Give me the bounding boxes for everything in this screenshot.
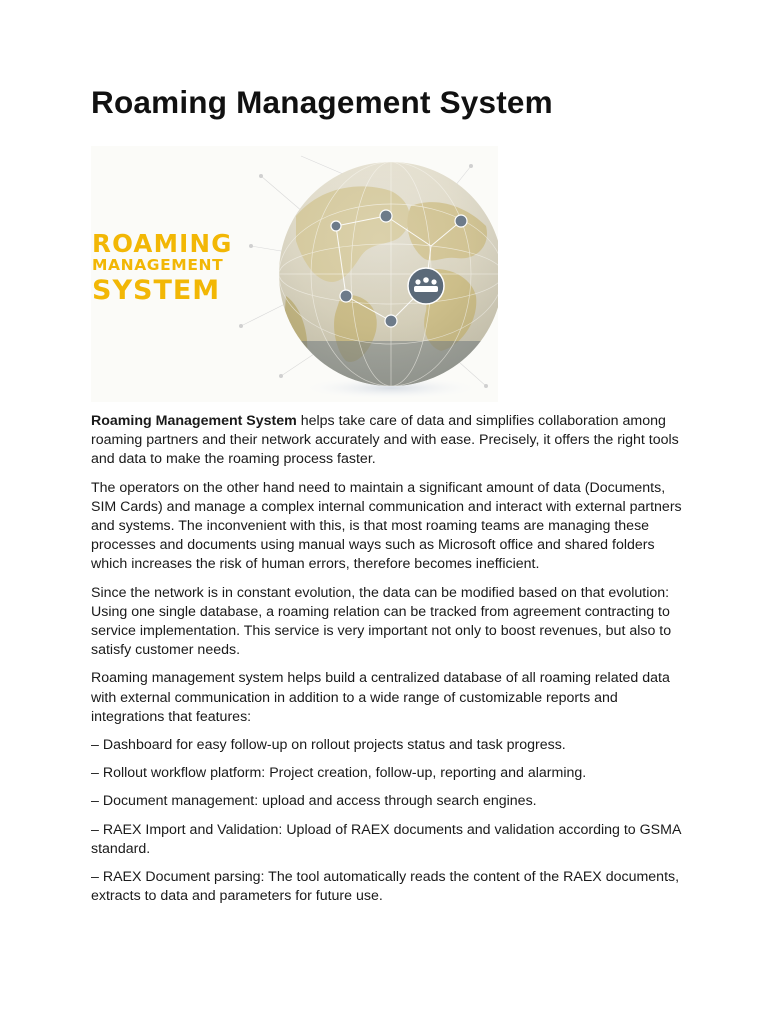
globe-network-illustration (91, 146, 498, 402)
page-title: Roaming Management System (91, 84, 553, 120)
article-body (91, 412, 683, 915)
hero-image (91, 146, 498, 402)
feature-item: – Document management: upload and access through search engines. (91, 793, 537, 810)
hero-line-1: ROAMING (92, 229, 233, 258)
paragraph-intro (91, 412, 683, 470)
paragraph-operators: The operators on the other hand need to maintain a significant amount of data (Documents, SIM Cards) and manage a complex internal communication and interact with external partners and systems. The inconvenient with this, is that most roaming teams are managing these processes and documents using manual ways such as Microsoft office and shared folders which increases the risk of human errors, therefore becomes inefficient. (91, 479, 682, 573)
feature-item: – Dashboard for easy follow-up on rollout projects status and task progress. (91, 737, 566, 754)
paragraph-text: helps take care of data and simplifies collaboration among roaming partners and their network accurately and with ease. Precisely, it offers the right tools and data to make the roaming process faster. (91, 413, 679, 468)
hero-line-3: SYSTEM (92, 275, 221, 306)
paragraph-network: Since the network is in constant evolution, the data can be modified based on that evolution: Using one single database, a roaming relation can be tracked from agreement contracting to service implementation. This service is very important not only to boost revenues, but also to satisfy customer needs. (91, 584, 672, 659)
paragraph-lead: Roaming Management System (91, 413, 297, 429)
feature-item: – RAEX Import and Validation: Upload of RAEX documents and validation according to GSMA standard. (91, 821, 681, 857)
hero-line-2: MANAGEMENT (92, 256, 224, 274)
feature-item: – RAEX Document parsing: The tool automatically reads the content of the RAEX documents, extracts to data and parameters for future use. (91, 869, 680, 905)
paragraph-features-intro: Roaming management system helps build a centralized database of all roaming related data with external communication in addition to a wide range of customizable reports and integrations that features: (91, 670, 670, 725)
feature-item: – Rollout workflow platform: Project creation, follow-up, reporting and alarming. (91, 765, 587, 782)
